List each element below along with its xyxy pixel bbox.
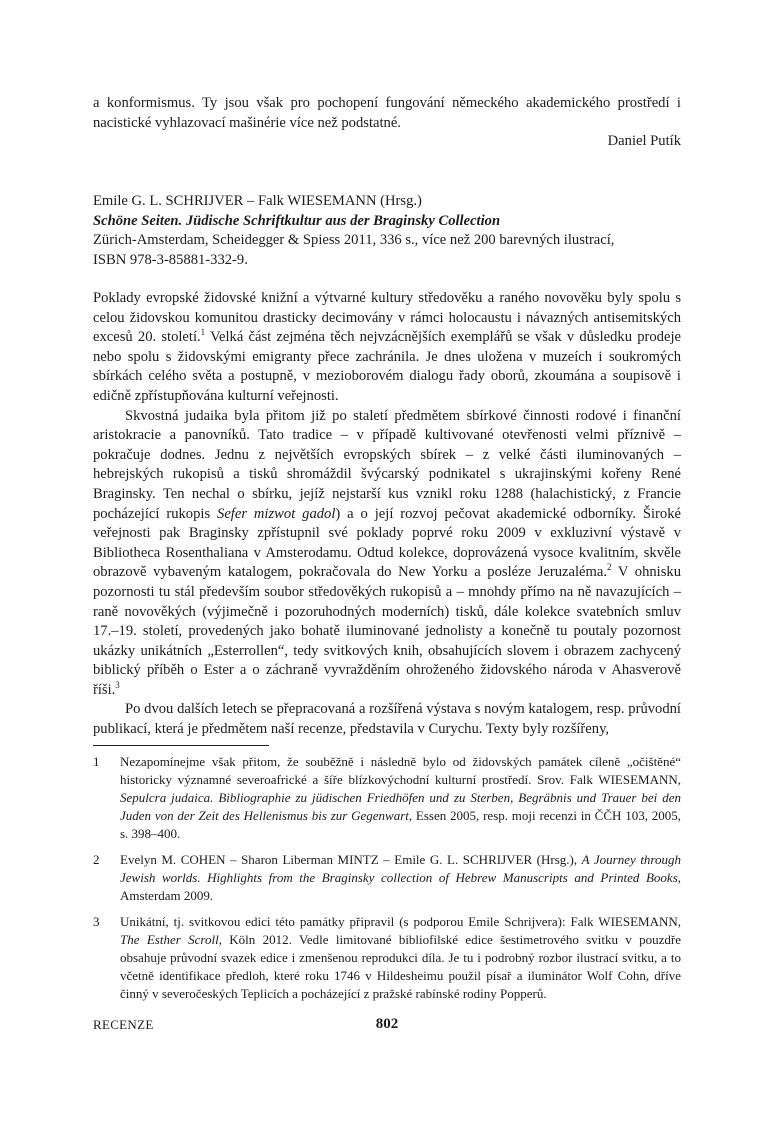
review-publication: Zürich-Amsterdam, Scheidegger & Spiess 2011, 336 s., více než 200 barevných ilustrací,	[93, 232, 615, 248]
running-head: RECENZE	[93, 1017, 154, 1032]
paragraph-text: Poklady evropské židovské knižní a výtvarné kultury středověku a raného novověku byly spolu s celou židovskou komunitou drasticky decimovány v rámci holocaustu i návazných antisemitských excesů 20. století.	[93, 290, 681, 346]
paragraph-3: Po dvou dalších letech se přepracovaná a rozšířená výstava s novým katalogem, resp. průvodní publikací, která je předmětem naší recenze, představila v Curychu. Texty byly rozšířeny,	[93, 701, 681, 738]
paragraph-2	[93, 407, 681, 701]
paragraph-text: Skvostná judaika byla přitom již po staletí předmětem sbírkové činnosti rodové i finanční aristokracie a panovníků. Tato tradice – v případě kultivované otevřenosti velmi příznivě – pokračuje dodnes. Jednu z největších evropských sbírek – z velké části iluminovaných – hebrejských rukopisů a tisků shromáždil švýcarský podnikatel s ukrajinskými kořeny René Braginsky. Ten nechal o sbírku, jejíž nejstarší kus vznikl roku 1288 (halachistický, z Francie pocházející rukopis	[93, 407, 681, 522]
footnote-number: 2	[93, 852, 100, 867]
review-bibliographic-header	[93, 192, 681, 270]
reviewer-signature: Daniel Putík	[607, 133, 681, 149]
review-authors: Emile G. L. SCHRIJVER – Falk WIESEMANN (Hrsg.)	[93, 193, 422, 209]
footnote-text: Unikátní, tj. svitkovou edici této památky připravil (s podporou Emile Schrijvera): Falk WIESEMANN, The Esther Scroll, Köln 2012. Vedle limitované bibliofilské edice šestimetrového svitku v pouzdře obsahuje průvodní svazek edice i zmenšenou reprodukci díla. Je tu i podrobný rozbor ilustrací svitku, a to včetně identifikace předloh, které roku 1746 v Hildesheimu použil písař a iluminátor Wolf Cohn, dříve činný v severočeských Teplicích a pocházející z pražské rabínské rodiny Popperů.	[120, 914, 681, 1001]
previous-review-closing: a konformismus. Ty jsou však pro pochopení fungování německého akademického prostředí i nacistické vyhlazovací mašinérie více než podstatné.	[93, 95, 681, 131]
footnote-number: 3	[93, 914, 100, 929]
footnote-ref-1: 1	[200, 327, 206, 338]
italic-title: Sefer mizwot gadol	[217, 505, 336, 522]
paragraph-text: V ohnisku pozornosti tu stál především soubor středověkých rukopisů a – mnohdy přímo na ně navazujících – raně novověkých (výjimečně i pozoruhodných moderních) tisků, dále kolekce svatebních smluv 17.–19. století, provedených jako bohatě iluminované jednolisty a konečně tu poutaly pozornost ukázky unikátních „Esterrollen“, tedy svitkových knih, obsahujících slovem i obrazem zachycený biblický příběh o Ester a o záchraně vyvražděním ohroženého židovského národa v Ahasverově říši.	[93, 564, 681, 698]
footnote	[93, 913, 681, 1003]
page-number: 802	[375, 1016, 399, 1032]
footnote-number: 1	[93, 754, 100, 769]
footnote-text: Nezapomínejme však přitom, že souběžně i následně bylo od židovských památek cíleně „očištěné“ historicky významné severoafrické a šíře blízkovýchodní kulturní prostředí. Srov. Falk WIESEMANN, Sepulcra judaica. Bibliographie zu jüdischen Friedhöfen und zu Sterben, Begräbnis und Trauer bei den Juden von der Zeit des Hellenismus bis zur Gegenwart, Essen 2005, resp. moji recenzi in ČČH 103, 2005, s. 398–400.	[120, 754, 681, 841]
review-body	[93, 289, 681, 740]
paragraph-text: Velká část zejména těch nejvzácnějších exemplářů se však v důsledku prodeje nebo spolu s židovskými emigranty přece zachránila. Je dnes uložena v muzeích i soukromých sbírkách celého světa a postupně, v mezioborovém dialogu řady oborů, zkoumána a soupisově i edičně zpřístupňována kulturní veřejnosti.	[93, 329, 681, 404]
paragraph-1	[93, 289, 681, 407]
footnote	[93, 851, 681, 905]
footnote-divider	[93, 745, 269, 746]
footnote-text: Evelyn M. COHEN – Sharon Liberman MINTZ – Emile G. L. SCHRIJVER (Hrsg.), A Journey through Jewish worlds. Highlights from the Braginsky collection of Hebrew Manuscripts and Printed Books, Amsterdam 2009.	[120, 852, 682, 903]
footnotes	[93, 753, 681, 1011]
footnote-ref-3: 3	[115, 680, 120, 691]
paragraph-text: ) a o její rozvoj pečovat akademické odborníky. Široké veřejnosti pak Braginsky zpřístupnil své poklady poprvé roku 2009 v exkluzivní výstavě v Bibliotheca Rosenthaliana v Amsterodamu. Odtud kolekce, doprovázená vysoce kvalitním, skvěle obrazově vybaveným katalogem, pokračovala do New Yorku a posléze Jeruzaléma.	[93, 505, 681, 581]
footnote-ref-2: 2	[606, 562, 612, 573]
footnote	[93, 753, 681, 843]
review-isbn: ISBN 978-3-85881-332-9.	[93, 251, 248, 268]
review-book-title: Schöne Seiten. Jüdische Schriftkultur aus der Braginsky Collection	[93, 212, 501, 229]
